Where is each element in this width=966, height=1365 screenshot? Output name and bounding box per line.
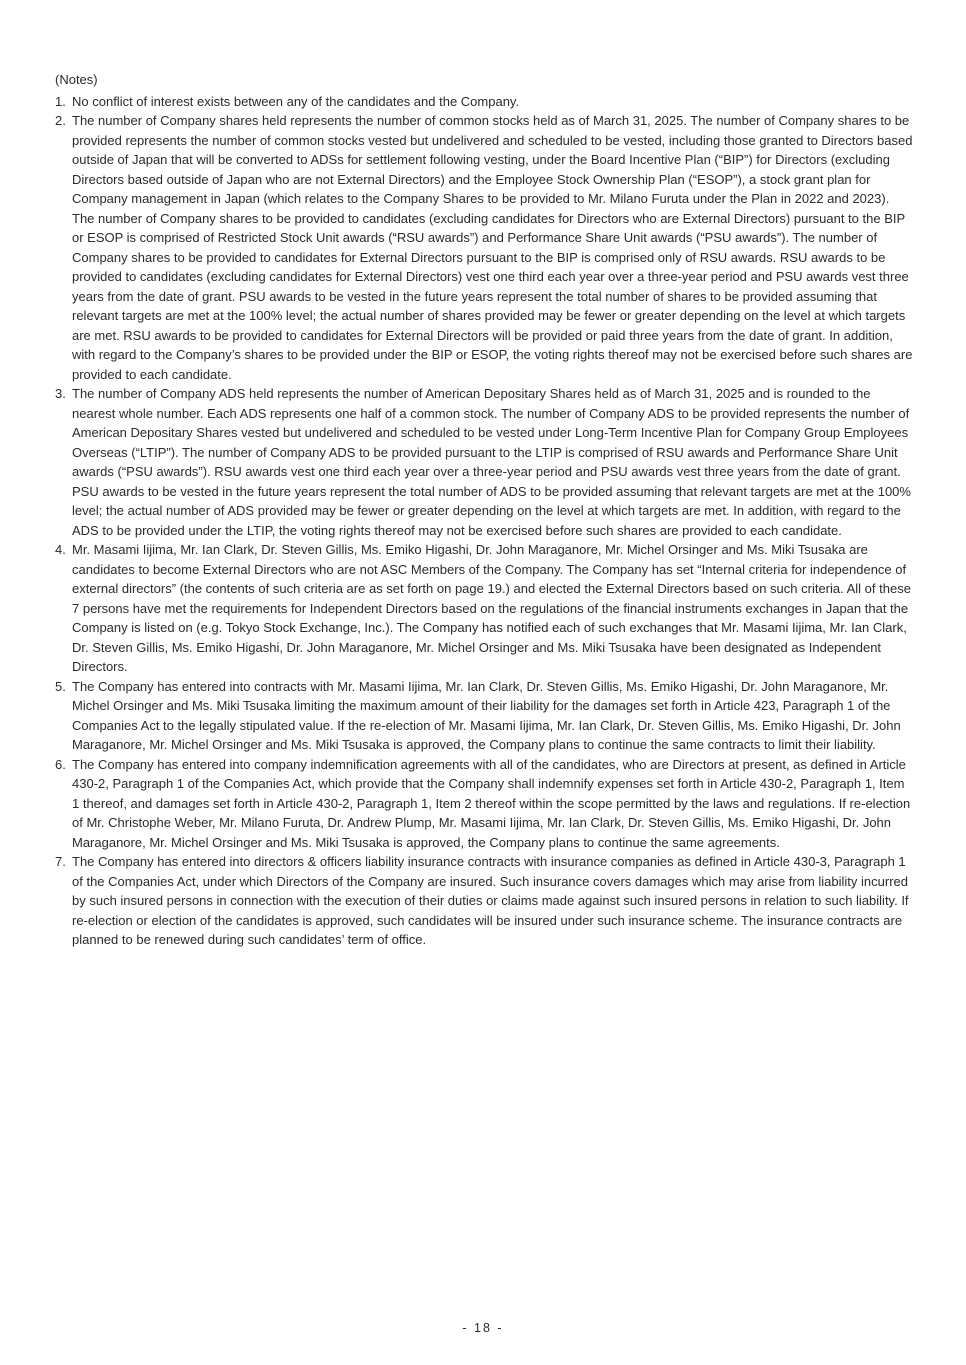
page-footer [0,1321,966,1335]
note-number: 6. [55,756,66,772]
note-text: The Company has entered into directors & officers liability insurance contracts with insurance companies as defined in Article 430-3, Paragraph 1 of the Companies Act, under which Directors of the Company are insured. Such insurance covers damages which may arise from liability incurred by such insured persons in connection with the execution of their duties or claims made against such insured persons in relation to such liability. If re-election or election of the candidates is approved, such candidates will be insured under such insurance scheme. The insurance contracts are planned to be renewed during such candidates’ term of office. [72,854,909,947]
note-item-3 [55,384,913,540]
note-number: 2. [55,113,66,128]
note-item-7 [55,852,913,950]
notes-list [55,92,913,950]
note-text: No conflict of interest exists between any of the candidates and the Company. [72,93,520,109]
note-number: 7. [55,854,66,869]
note-item-5 [55,677,913,755]
note-item-2 [55,111,913,384]
notes-section [55,70,913,950]
note-item-1 [55,92,913,112]
notes-heading: (Notes) [55,72,98,87]
note-text: The Company has entered into contracts with Mr. Masami Iijima, Mr. Ian Clark, Dr. Steven Gillis, Ms. Emiko Higashi, Dr. John Maraganore, Mr. Michel Orsinger and Ms. Miki Tsusaka limiting the maximum amount of their liability for the damages set forth in Article 423, Paragraph 1 of the Companies Act to the legally stipulated value. If the re-election of Mr. Masami Iijima, Mr. Ian Clark, Dr. Steven Gillis, Ms. Emiko Higashi, Dr. John Maraganore, Mr. Michel Orsinger and Ms. Miki Tsusaka is approved, the Company plans to continue the same contracts to limit their liability. [72,678,901,752]
note-item-6 [55,755,913,853]
page-number: - 18 - [462,1321,504,1335]
note-text: The Company has entered into company indemnification agreements with all of the candidates, who are Directors at present, as defined in Article 430-2, Paragraph 1 of the Companies Act, which provide that the Company shall indemnify expenses set forth in Article 430-2, Paragraph 1, Item 1 thereof, and damages set forth in Article 430-2, Paragraph 1, Item 2 thereof within the scope permitted by the laws and regulations. If re-election of Mr. Christophe Weber, Mr. Milano Furuta, Dr. Andrew Plump, Mr. Masami Iijima, Mr. Ian Clark, Dr. Steven Gillis, Ms. Emiko Higashi, Dr. John Maraganore, Mr. Michel Orsinger and Ms. Miki Tsusaka is approved, the Company plans to continue the same agreements. [72,756,911,850]
note-number: 3. [55,386,66,401]
note-text: Mr. Masami Iijima, Mr. Ian Clark, Dr. Steven Gillis, Ms. Emiko Higashi, Dr. John Maraganore, Mr. Michel Orsinger and Ms. Miki Tsusaka are candidates to become External Directors who are not ASC Members of the Company. The Company has set “Internal criteria for independence of external directors” (the contents of such criteria are as set forth on page 19.) and elected the External Directors based on such criteria. All of these 7 persons have met the requirements for Independent Directors based on the regulations of the financial instruments exchanges in Japan that the Company is listed on (e.g. Tokyo Stock Exchange, Inc.). The Company has notified each of such exchanges that Mr. Masami Iijima, Mr. Ian Clark, Dr. Steven Gillis, Ms. Emiko Higashi, Dr. John Maraganore, Mr. Michel Orsinger and Ms. Miki Tsusaka have been designated as Independent Directors. [72,542,911,674]
note-number: 5. [55,678,66,694]
note-text: The number of Company ADS held represents the number of American Depositary Shares held as of March 31, 2025 and is rounded to the nearest whole number. Each ADS represents one half of a common stock. The number of Company ADS to be provided represents the number of American Depositary Shares vested but undelivered and scheduled to be vested under Long-Term Incentive Plan for Company Group Employees Overseas (“LTIP”). The number of Company ADS to be provided pursuant to the LTIP is comprised of RSU awards and Performance Share Unit awards (“PSU awards”). RSU awards vest one third each year over a three-year period and PSU awards vest three years from the date of grant. PSU awards to be vested in the future years represent the total number of ADS to be provided assuming that relevant targets are met at the 100% level; the actual number of ADS provided may be fewer or greater depending on the level at which targets are met. In addition, with regard to the ADS to be provided under the LTIP, the voting rights thereof may not be exercised before such shares are provided to each candidate. [72,386,911,538]
note-number: 4. [55,542,66,557]
note-number: 1. [55,93,66,109]
note-item-4 [55,540,913,677]
note-text: The number of Company shares held represents the number of common stocks held as of March 31, 2025. The number of Company shares to be provided represents the number of common stocks vested but undelivered and scheduled to be vested, including those granted to Directors based outside of Japan that will be converted to ADSs for settlement following vesting, under the Board Incentive Plan (“BIP”) for Directors (excluding Directors based outside of Japan who are not External Directors) and the Employee Stock Ownership Plan (“ESOP”), a stock grant plan for Company management in Japan (which relates to the Company Shares to be provided to Mr. Milano Furuta under the Plan in 2022 and 2023). The number of Company shares to be provided to candidates (excluding candidates for Directors who are External Directors) pursuant to the BIP or ESOP is comprised of Restricted Stock Unit awards (“RSU awards”) and Performance Share Unit awards (“PSU awards”). The number of Company shares to be provided to candidates for External Directors pursuant to the BIP is comprised only of RSU awards. RSU awards to be provided to candidates (excluding candidates for External Directors) vest one third each year over a three-year period and PSU awards vest three years from the date of grant. PSU awards to be vested in the future years represent the total number of shares to be provided assuming that relevant targets are met at the 100% level; the actual number of shares provided may be fewer or greater depending on the level at which targets are met. RSU awards to be provided to candidates for External Directors will be provided or paid three years from the date of grant. In addition, with regard to the Company’s shares to be provided under the BIP or ESOP, the voting rights thereof may not be exercised before such shares are provided to each candidate. [72,113,913,382]
